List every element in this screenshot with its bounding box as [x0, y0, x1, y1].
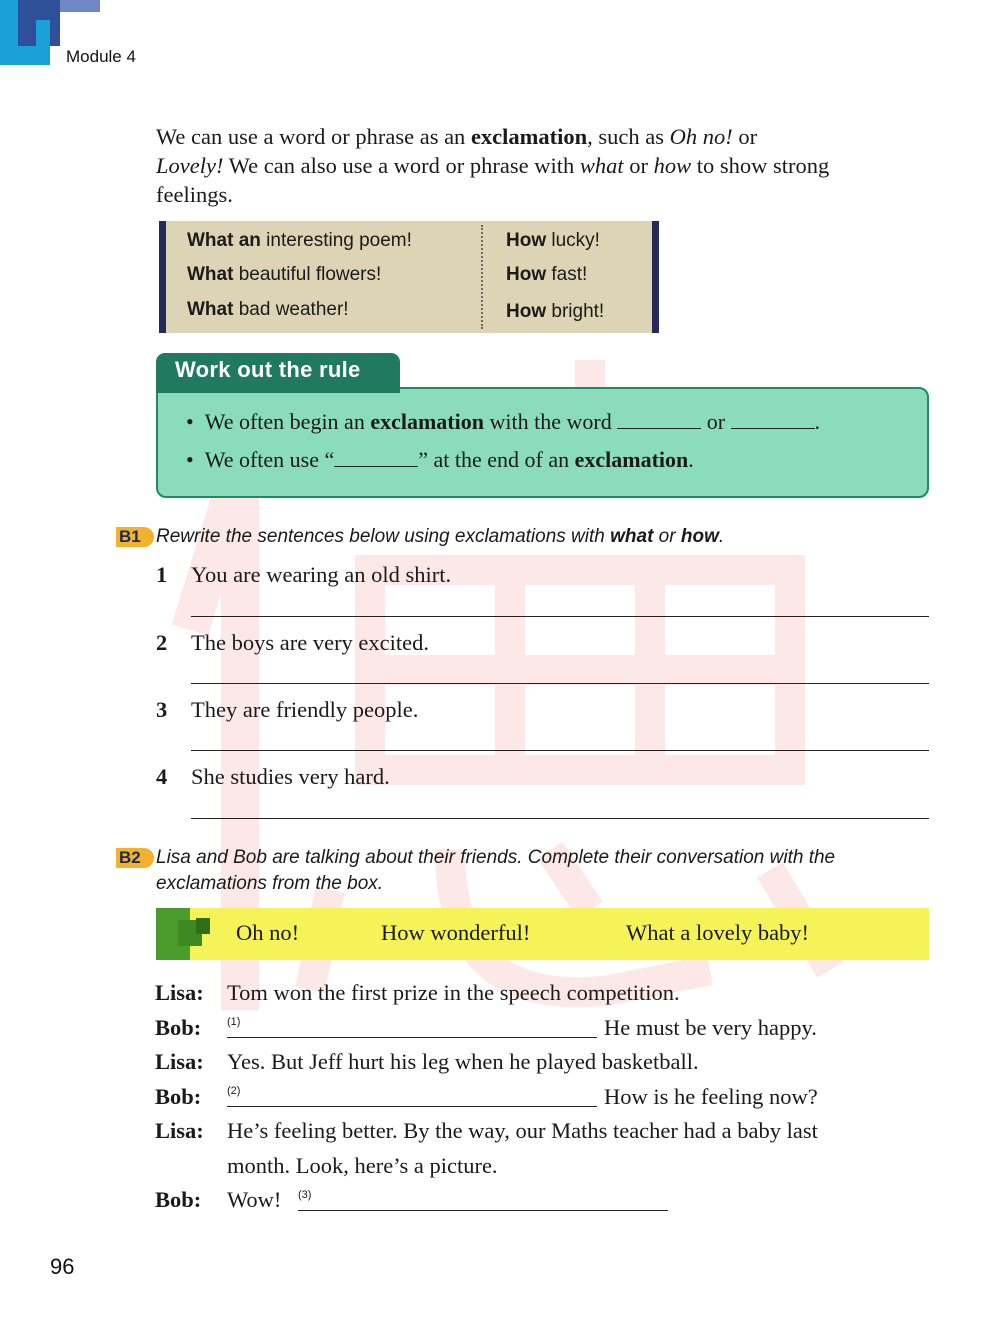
example-what-3: What bad weather!: [187, 299, 349, 320]
dialogue-line: Yes. But Jeff hurt his leg when he played basketball.: [227, 1049, 699, 1074]
example-how-1: How lucky!: [506, 230, 600, 251]
question-number: 2: [156, 630, 168, 655]
speaker-bob: Bob:: [155, 1084, 202, 1109]
example-divider: [481, 225, 483, 329]
answer-line-2[interactable]: [191, 683, 929, 684]
word-box-item: What a lovely baby!: [626, 920, 810, 945]
answer-line-4[interactable]: [191, 818, 929, 819]
blank-number: (3): [298, 1189, 312, 1201]
module-label: Module 4: [66, 47, 136, 66]
rule-blank-2[interactable]: [731, 411, 815, 429]
blank-number: (2): [227, 1085, 241, 1097]
dialogue-line: He’s feeling better. By the way, our Maths teacher had a baby last: [227, 1118, 818, 1143]
dialogue-line: He must be very happy.: [604, 1015, 817, 1040]
question-text: You are wearing an old shirt.: [191, 562, 452, 587]
rule-blank-3[interactable]: [334, 449, 418, 467]
dialogue-line: Tom won the first prize in the speech competition.: [227, 980, 680, 1005]
speaker-bob: Bob:: [155, 1015, 202, 1040]
question-text: They are friendly people.: [191, 697, 419, 722]
page-number: 96: [50, 1254, 75, 1279]
rule-box: [156, 387, 929, 498]
question-text: The boys are very excited.: [191, 630, 430, 655]
question-text: She studies very hard.: [191, 764, 390, 789]
b1-instruction: Rewrite the sentences below using exclamations with what or how.: [156, 526, 725, 547]
example-what-1: What an interesting poem!: [187, 230, 412, 251]
example-what-2: What beautiful flowers!: [187, 264, 382, 285]
rule-line-2: • We often use “ ” at the end of an exclamation.: [186, 447, 694, 472]
question-number: 4: [156, 764, 168, 789]
rule-blank-1[interactable]: [617, 411, 701, 429]
speaker-bob: Bob:: [155, 1187, 202, 1212]
answer-blank-2[interactable]: [227, 1106, 597, 1107]
answer-blank-3[interactable]: [298, 1210, 668, 1211]
blank-number: (1): [227, 1016, 241, 1028]
answer-line-1[interactable]: [191, 616, 929, 617]
word-box-decoration: [196, 918, 210, 934]
dialogue-line: month. Look, here’s a picture.: [227, 1153, 498, 1178]
word-box-item: Oh no!: [236, 920, 300, 945]
b2-instruction: Lisa and Bob are talking about their friends. Complete their conversation with the exclamations from the box.: [156, 847, 836, 894]
example-how-2: How fast!: [506, 264, 588, 285]
speaker-lisa: Lisa:: [155, 1049, 204, 1074]
example-how-3: How bright!: [506, 301, 605, 322]
dialogue-line: Wow!: [227, 1187, 282, 1212]
rule-line-1: • We often begin an exclamation with the word or .: [186, 409, 821, 434]
answer-blank-1[interactable]: [227, 1037, 597, 1038]
exercise-badge-b2: B2: [116, 848, 154, 868]
word-box: [156, 908, 929, 960]
answer-line-3[interactable]: [191, 750, 929, 751]
speaker-lisa: Lisa:: [155, 980, 204, 1005]
rule-title: Work out the rule: [156, 353, 400, 393]
word-box-item: How wonderful!: [381, 920, 531, 945]
question-number: 3: [156, 697, 168, 722]
question-number: 1: [156, 562, 168, 587]
speaker-lisa: Lisa:: [155, 1118, 204, 1143]
corner-decoration: [36, 20, 50, 46]
corner-decoration: [60, 0, 100, 12]
dialogue-line: How is he feeling now?: [604, 1084, 818, 1109]
exercise-badge-b1: B1: [116, 527, 154, 547]
example-box: [159, 221, 659, 333]
intro-paragraph: We can use a word or phrase as an exclamation, such as Oh no! or Lovely! We can also use a word or phrase with what or how to show strong feelings.: [156, 124, 830, 207]
